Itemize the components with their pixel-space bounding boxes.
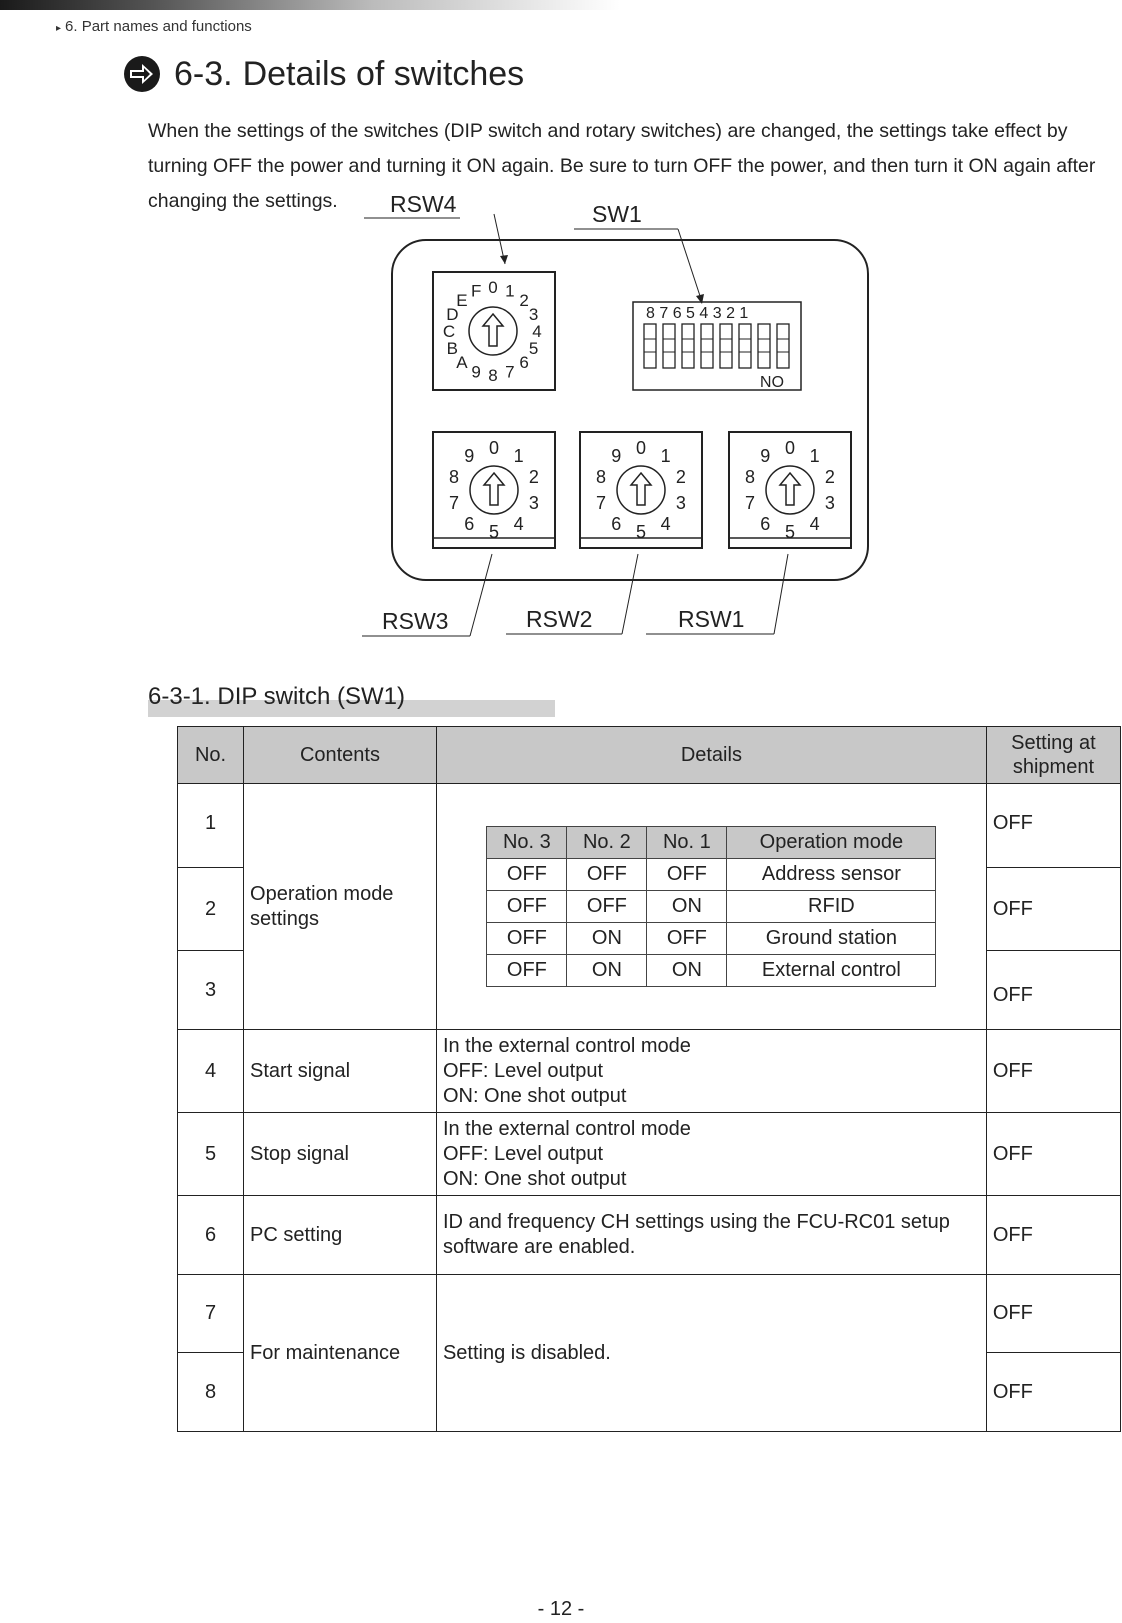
dec-tick-label: 6 bbox=[760, 513, 771, 534]
row-details: Setting is disabled. bbox=[436, 1275, 986, 1432]
op-cell: OFF bbox=[487, 955, 567, 987]
op-header-mode: Operation mode bbox=[727, 827, 936, 859]
hex-tick-label: 5 bbox=[528, 338, 539, 358]
dip-on-label: ON bbox=[760, 372, 784, 389]
row-details bbox=[436, 1030, 986, 1113]
table-row bbox=[178, 1196, 1121, 1275]
row-no: 5 bbox=[178, 1113, 244, 1196]
hex-tick-label: 8 bbox=[488, 366, 498, 385]
op-header-no3: No. 3 bbox=[487, 827, 567, 859]
dec-tick-label: 6 bbox=[464, 513, 475, 534]
rsw3-switch bbox=[433, 432, 555, 548]
hex-tick-label: 3 bbox=[528, 305, 539, 325]
hex-tick-label: 2 bbox=[519, 290, 529, 310]
dec-tick-label: 7 bbox=[449, 492, 460, 513]
hex-tick-label: C bbox=[442, 322, 456, 341]
header-gradient-bar bbox=[0, 0, 620, 10]
hex-tick-label: 1 bbox=[505, 281, 515, 301]
op-cell: OFF bbox=[567, 859, 647, 891]
row-shipment: OFF bbox=[986, 868, 1120, 951]
op-mode-row bbox=[487, 923, 936, 955]
dec-tick-label: 0 bbox=[635, 438, 647, 458]
title-number: 6-3. bbox=[174, 54, 233, 93]
detail-line: ON: One shot output bbox=[442, 1167, 627, 1190]
table-row bbox=[178, 1275, 1121, 1353]
page-title bbox=[122, 54, 524, 94]
row-no: 6 bbox=[178, 1196, 244, 1275]
dip-slot bbox=[701, 324, 713, 368]
detail-line: OFF: Level output bbox=[442, 1059, 604, 1082]
label-sw1: SW1 bbox=[592, 201, 642, 227]
hex-tick-label: E bbox=[456, 290, 468, 310]
hex-tick-label: A bbox=[456, 353, 468, 373]
dec-tick-label: 5 bbox=[635, 522, 647, 542]
row-shipment: OFF bbox=[986, 1275, 1120, 1353]
header-shipment: Setting at shipment bbox=[986, 727, 1120, 784]
dip-slot bbox=[663, 324, 675, 368]
arrow-circle-icon bbox=[122, 54, 162, 94]
dec-tick-label: 3 bbox=[675, 492, 686, 513]
switch-diagram bbox=[360, 194, 920, 660]
intro-paragraph: When the settings of the switches (DIP switch and rotary switches) are changed, the settings take effect by turning OFF the power and turning it ON again. Be sure to turn OFF the power, and then turn it ON again after changing the settings. bbox=[148, 120, 1096, 212]
label-rsw4: RSW4 bbox=[390, 194, 457, 217]
hex-tick-label: 0 bbox=[488, 278, 498, 297]
dip-slot bbox=[758, 324, 770, 368]
dec-tick-label: 8 bbox=[449, 467, 460, 488]
op-cell: OFF bbox=[647, 859, 727, 891]
detail-line: In the external control mode bbox=[442, 1117, 691, 1140]
dip-slot bbox=[739, 324, 751, 368]
hex-tick-label: D bbox=[446, 305, 459, 325]
row-contents: For maintenance bbox=[244, 1275, 437, 1432]
row-shipment: OFF bbox=[986, 1113, 1120, 1196]
table-row bbox=[178, 1113, 1121, 1196]
up-arrow-icon bbox=[631, 473, 651, 505]
row-contents: Start signal bbox=[244, 1030, 437, 1113]
dec-tick-label: 9 bbox=[464, 446, 475, 467]
section-title: 6-3-1. DIP switch (SW1) bbox=[148, 683, 405, 710]
dip-slot bbox=[644, 324, 656, 368]
op-header-no2: No. 2 bbox=[567, 827, 647, 859]
table-row bbox=[178, 1030, 1121, 1113]
row-details bbox=[436, 1113, 986, 1196]
dip-slot bbox=[720, 324, 732, 368]
dec-tick-label: 9 bbox=[611, 446, 622, 467]
hex-tick-label: 6 bbox=[519, 353, 529, 373]
breadcrumb bbox=[56, 18, 252, 35]
row-contents: Stop signal bbox=[244, 1113, 437, 1196]
dec-tick-label: 3 bbox=[528, 492, 539, 513]
row-shipment: OFF bbox=[986, 951, 1120, 1030]
op-cell: OFF bbox=[487, 891, 567, 923]
dip-slot bbox=[777, 324, 789, 368]
up-arrow-icon bbox=[780, 473, 800, 505]
dec-tick-label: 0 bbox=[488, 438, 500, 458]
op-mode-row bbox=[487, 859, 936, 891]
row-shipment: OFF bbox=[986, 784, 1120, 868]
detail-line: software are enabled. bbox=[442, 1236, 636, 1258]
dec-tick-label: 2 bbox=[675, 467, 686, 488]
dip-switch-table bbox=[177, 726, 1121, 1432]
row-no: 8 bbox=[178, 1353, 244, 1432]
dec-tick-label: 5 bbox=[784, 522, 796, 542]
dec-tick-label: 3 bbox=[824, 492, 835, 513]
breadcrumb-arrow-icon: ▸ bbox=[56, 23, 62, 34]
row-shipment: OFF bbox=[986, 1030, 1120, 1113]
dec-tick-label: 4 bbox=[513, 513, 524, 534]
detail-line: OFF: Level output bbox=[442, 1142, 604, 1165]
hex-tick-label: F bbox=[470, 281, 482, 301]
op-mode-row bbox=[487, 891, 936, 923]
title-text: Details of switches bbox=[242, 54, 525, 93]
op-cell: ON bbox=[647, 891, 727, 923]
hex-tick-label: B bbox=[446, 338, 459, 358]
dip-numbers: 8 7 6 5 4 3 2 1 bbox=[646, 305, 749, 322]
dec-tick-label: 4 bbox=[660, 513, 671, 534]
up-arrow-icon bbox=[484, 473, 504, 505]
op-cell: OFF bbox=[487, 859, 567, 891]
dec-tick-label: 6 bbox=[611, 513, 622, 534]
rsw2-switch bbox=[580, 432, 702, 548]
label-rsw1: RSW1 bbox=[678, 606, 745, 632]
rsw4-switch bbox=[433, 272, 555, 390]
detail-line: In the external control mode bbox=[442, 1034, 691, 1057]
hex-tick-label: 9 bbox=[471, 362, 481, 382]
hex-tick-label: 4 bbox=[532, 322, 542, 341]
header-no: No. bbox=[178, 727, 244, 784]
op-cell: External control bbox=[727, 955, 936, 987]
table-row bbox=[178, 784, 1121, 868]
dec-tick-label: 2 bbox=[528, 467, 539, 488]
op-cell: OFF bbox=[567, 891, 647, 923]
row-contents: PC setting bbox=[244, 1196, 437, 1275]
dec-tick-label: 4 bbox=[809, 513, 820, 534]
dec-tick-label: 1 bbox=[513, 446, 524, 467]
row-no: 2 bbox=[178, 868, 244, 951]
dec-tick-label: 8 bbox=[596, 467, 607, 488]
row-no: 7 bbox=[178, 1275, 244, 1353]
label-rsw2: RSW2 bbox=[526, 606, 593, 632]
op-cell: ON bbox=[647, 955, 727, 987]
dec-tick-label: 1 bbox=[809, 446, 820, 467]
row-shipment: OFF bbox=[986, 1196, 1120, 1275]
dec-tick-label: 8 bbox=[745, 467, 756, 488]
dec-tick-label: 7 bbox=[596, 492, 607, 513]
op-cell: OFF bbox=[487, 923, 567, 955]
sw1-dip-switch bbox=[633, 302, 801, 390]
op-mode-row bbox=[487, 955, 936, 987]
op-mode-details bbox=[436, 784, 986, 1030]
dec-tick-label: 0 bbox=[784, 438, 796, 458]
row-no: 1 bbox=[178, 784, 244, 868]
row-shipment: OFF bbox=[986, 1353, 1120, 1432]
dec-tick-label: 2 bbox=[824, 467, 835, 488]
op-cell: RFID bbox=[727, 891, 936, 923]
dec-tick-label: 7 bbox=[745, 492, 756, 513]
header-contents: Contents bbox=[244, 727, 437, 784]
label-rsw3: RSW3 bbox=[382, 608, 449, 634]
detail-line: ID and frequency CH settings using the FCU-RC01 setup bbox=[442, 1211, 950, 1233]
hex-tick-label: 7 bbox=[505, 362, 515, 382]
dec-tick-label: 5 bbox=[488, 522, 500, 542]
op-cell: ON bbox=[567, 923, 647, 955]
row-contents: Operation mode settings bbox=[244, 784, 437, 1030]
row-no: 3 bbox=[178, 951, 244, 1030]
rsw1-switch bbox=[729, 432, 851, 548]
row-no: 4 bbox=[178, 1030, 244, 1113]
op-mode-header-row bbox=[487, 827, 936, 859]
op-cell: Address sensor bbox=[727, 859, 936, 891]
dec-tick-label: 1 bbox=[660, 446, 671, 467]
row-details bbox=[436, 1196, 986, 1275]
op-mode-table bbox=[486, 826, 936, 987]
page-number: - 12 - bbox=[537, 1598, 585, 1620]
op-cell: OFF bbox=[647, 923, 727, 955]
op-header-no1: No. 1 bbox=[647, 827, 727, 859]
breadcrumb-text: 6. Part names and functions bbox=[65, 18, 252, 35]
dip-slot bbox=[682, 324, 694, 368]
op-cell: ON bbox=[567, 955, 647, 987]
dec-tick-label: 9 bbox=[760, 446, 771, 467]
op-cell: Ground station bbox=[727, 923, 936, 955]
table-header-row bbox=[178, 727, 1121, 784]
detail-line: ON: One shot output bbox=[442, 1084, 627, 1107]
header-details: Details bbox=[436, 727, 986, 784]
